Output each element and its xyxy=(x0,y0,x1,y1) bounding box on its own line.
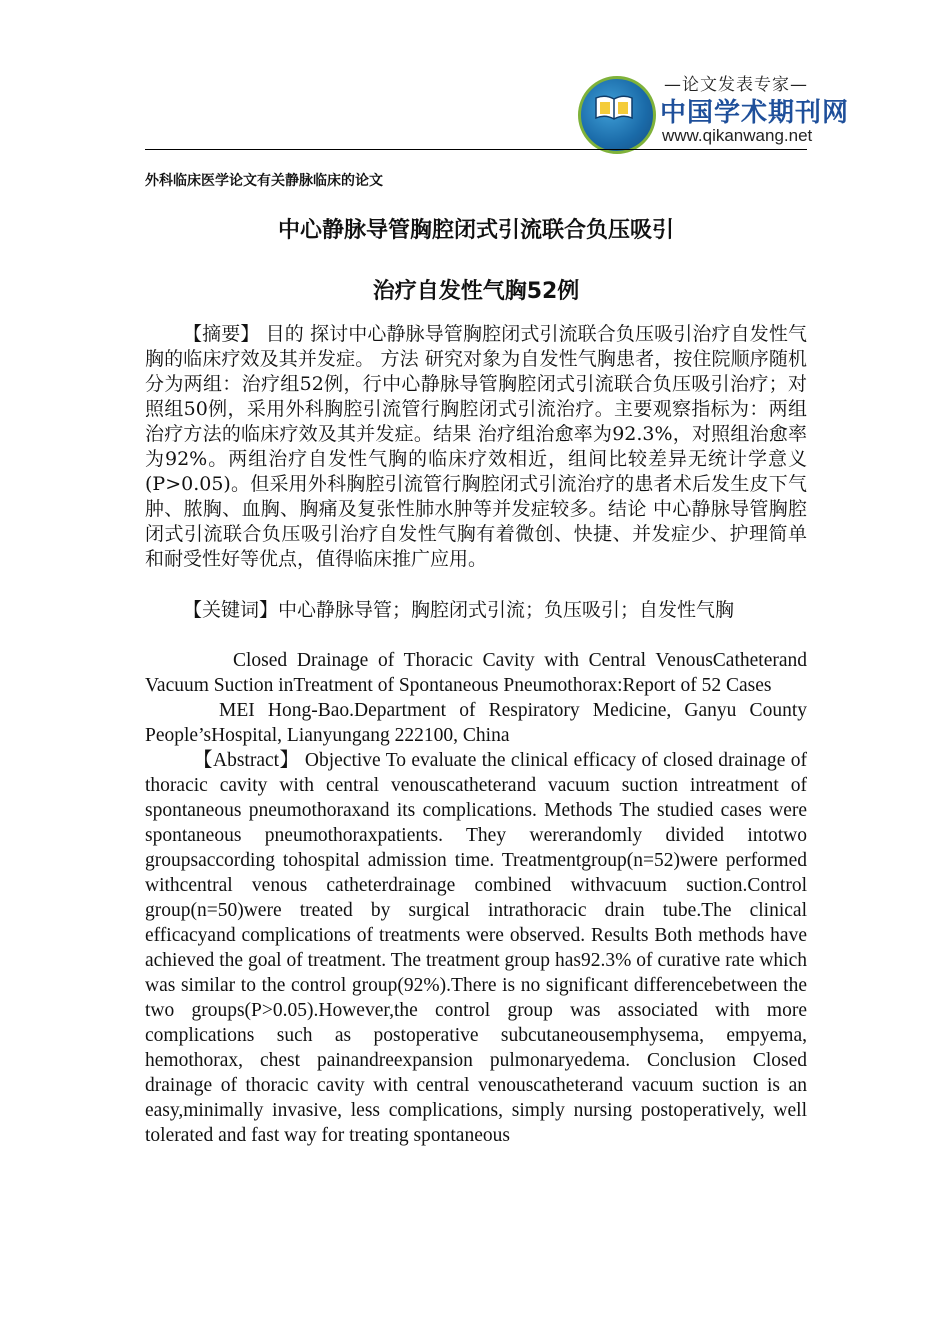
header-divider xyxy=(145,149,807,150)
chinese-abstract xyxy=(145,322,807,572)
english-author-affiliation: MEI Hong-Bao.Department of Respiratory Medicine, Ganyu County People’sHospital, Lianyungang 222100, China xyxy=(145,700,807,746)
english-title: Closed Drainage of Thoracic Cavity with Central VenousCatheterand Vacuum Suction inTreatment of Spontaneous Pneumothorax:Report of 52 Cases xyxy=(145,650,807,696)
logo-brand-name: 中国学术期刊网 xyxy=(660,98,850,128)
chinese-keywords-text: 【关键词】中心静脉导管；胸腔闭式引流；负压吸引；自发性气胸 xyxy=(183,599,735,621)
chinese-abstract-text: 【摘要】 目的 探讨中心静脉导管胸腔闭式引流联合负压吸引治疗自发性气胸的临床疗效及其并发症。 方法 研究对象为自发性气胸患者，按住院顺序随机分为两组：治疗组52例，行中心静脉导管胸腔闭式引流联合负压吸引治疗；对照组50例，采用外科胸腔引流管行胸腔闭式引流治疗。主要观察指标为：两组治疗方法的临床疗效及其并发症。结果 治疗组治愈率为92.3%，对照组治愈率为92%。两组治疗自发性气胸的临床疗效相近，组间比较差异无统计学意义(P>0.05)。但采用外科胸腔引流管行胸腔闭式引流治疗的患者术后发生皮下气肿、脓胸、血胸、胸痛及复张性肺水肿等并发症较多。结论 中心静脉导管胸腔闭式引流联合负压吸引治疗自发性气胸有着微创、快捷、并发症少、护理简单和耐受性好等优点，值得临床推广应用。 xyxy=(145,323,807,570)
chinese-keywords xyxy=(145,598,807,623)
logo-url[interactable]: www.qikanwang.net xyxy=(662,126,813,145)
paper-title-line-1: 中心静脉导管胸腔闭式引流联合负压吸引 xyxy=(277,218,674,243)
site-logo[interactable] xyxy=(572,70,850,150)
paper-title-line-2: 治疗自发性气胸52例 xyxy=(372,279,580,304)
document-category: 外科临床医学论文有关静脉临床的论文 xyxy=(145,173,383,189)
english-section xyxy=(145,648,807,1148)
logo-tagline: —论文发表专家— xyxy=(664,75,808,95)
english-abstract: 【Abstract】 Objective To evaluate the clinical efficacy of closed drainage of thoracic cavity with central venouscatheterand vacuum suction intreatment of spontaneous pneumothoraxand its complications. Methods The studied cases were spontaneous pneumothoraxpatients. They wererandomly divided intotwo groupsaccording tohospital admission time. Treatmentgroup(n=52)were performed withcentral venous catheterdrainage combined withvacuum suction.Control group(n=50)were treated by surgical intrathoracic drain tube.The clinical efficacyand complications of treatments were observed. Results Both methods have achieved the goal of treatment. The treatment group has92.3% of curative rate which was similar to the control group(92%).There is no significant differencebetween the two groups(P>0.05).However,the control group was associated with more complications such as postoperative subcutaneousemphysema, empyema, hemothorax, chest painandreexpansion pulmonaryedema. Conclusion Closed drainage of thoracic cavity with central venouscatheterand vacuum suction is an easy,minimally invasive, less complications, simply nursing postoperatively, well tolerated and fast way for treating spontaneous xyxy=(145,750,807,1146)
open-book-icon xyxy=(594,94,634,120)
